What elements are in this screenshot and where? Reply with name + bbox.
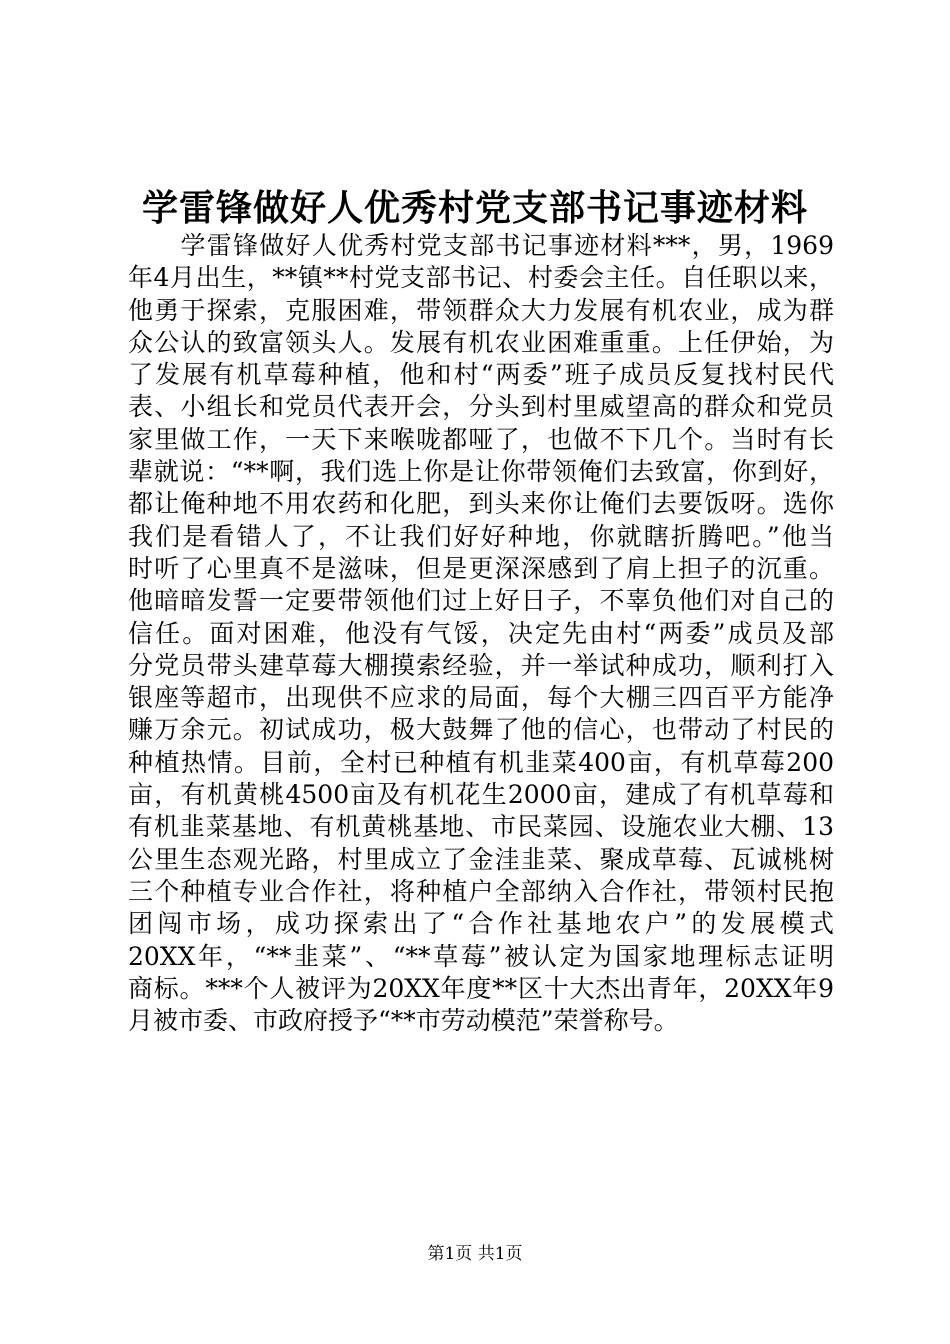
document-body: [128, 230, 834, 1037]
body-line: 有机韭菜基地、有机黄桃基地、市民菜园、设施农业大棚、13: [128, 812, 834, 842]
body-line: 表、小组长和党员代表开会，分头到村里威望高的群众和党员: [128, 392, 834, 422]
body-line: 月被市委、市政府授予“**市劳动模范”荣誉称号。: [128, 1006, 679, 1036]
body-line: 辈就说：“**啊，我们选上你是让你带领俺们去致富，你到好，: [128, 457, 834, 487]
document-title: 学雷锋做好人优秀村党支部书记事迹材料: [141, 188, 808, 229]
body-line: 我们是看错人了，不让我们好好种地，你就瞎折腾吧。”他当: [128, 521, 834, 551]
body-line: 他暗暗发誓一定要带领他们过上好日子，不辜负他们对自己的: [128, 586, 834, 616]
body-line: 种植热情。目前，全村已种植有机韭菜400亩，有机草莓200: [128, 747, 834, 777]
body-line: 赚万余元。初试成功，极大鼓舞了他的信心，也带动了村民的: [128, 715, 834, 745]
body-line: 20XX年，“**韭菜”、“**草莓”被认定为国家地理标志证明: [128, 941, 834, 971]
page-number: 第1页 共1页: [427, 1244, 523, 1264]
body-line: 三个种植专业合作社，将种植户全部纳入合作社，带领村民抱: [128, 876, 834, 906]
body-line: 众公认的致富领头人。发展有机农业困难重重。上任伊始，为: [128, 327, 834, 357]
body-line: 学雷锋做好人优秀村党支部书记事迹材料***，男，1969: [128, 231, 834, 260]
body-line: 都让俺种地不用农药和化肥，到头来你让俺们去要饭呀。选你: [128, 489, 834, 519]
body-line: 银座等超市，出现供不应求的局面，每个大棚三四百平方能净: [128, 683, 834, 713]
body-line: 家里做工作，一天下来喉咙都哑了，也做不下几个。当时有长: [128, 424, 834, 454]
body-line: 分党员带头建草莓大棚摸索经验，并一举试种成功，顺利打入: [128, 650, 834, 680]
body-line: 了发展有机草莓种植，他和村“两委”班子成员反复找村民代: [128, 360, 834, 390]
body-line: 年4月出生，**镇**村党支部书记、村委会主任。自任职以来，: [128, 263, 834, 293]
body-line: 团闯市场，成功探索出了“合作社基地农户”的发展模式: [128, 909, 834, 939]
body-line: 信任。面对困难，他没有气馁，决定先由村“两委”成员及部: [128, 618, 834, 648]
body-line: 他勇于探索，克服困难，带领群众大力发展有机农业，成为群: [128, 295, 834, 325]
body-line: 亩，有机黄桃4500亩及有机花生2000亩，建成了有机草莓和: [128, 780, 834, 810]
body-line: 时听了心里真不是滋味，但是更深深感到了肩上担子的沉重。: [128, 553, 834, 583]
body-line: 商标。***个人被评为20XX年度**区十大杰出青年，20XX年9: [128, 973, 834, 1003]
body-line: 公里生态观光路，村里成立了金洼韭菜、聚成草莓、瓦诚桃树: [128, 844, 834, 874]
